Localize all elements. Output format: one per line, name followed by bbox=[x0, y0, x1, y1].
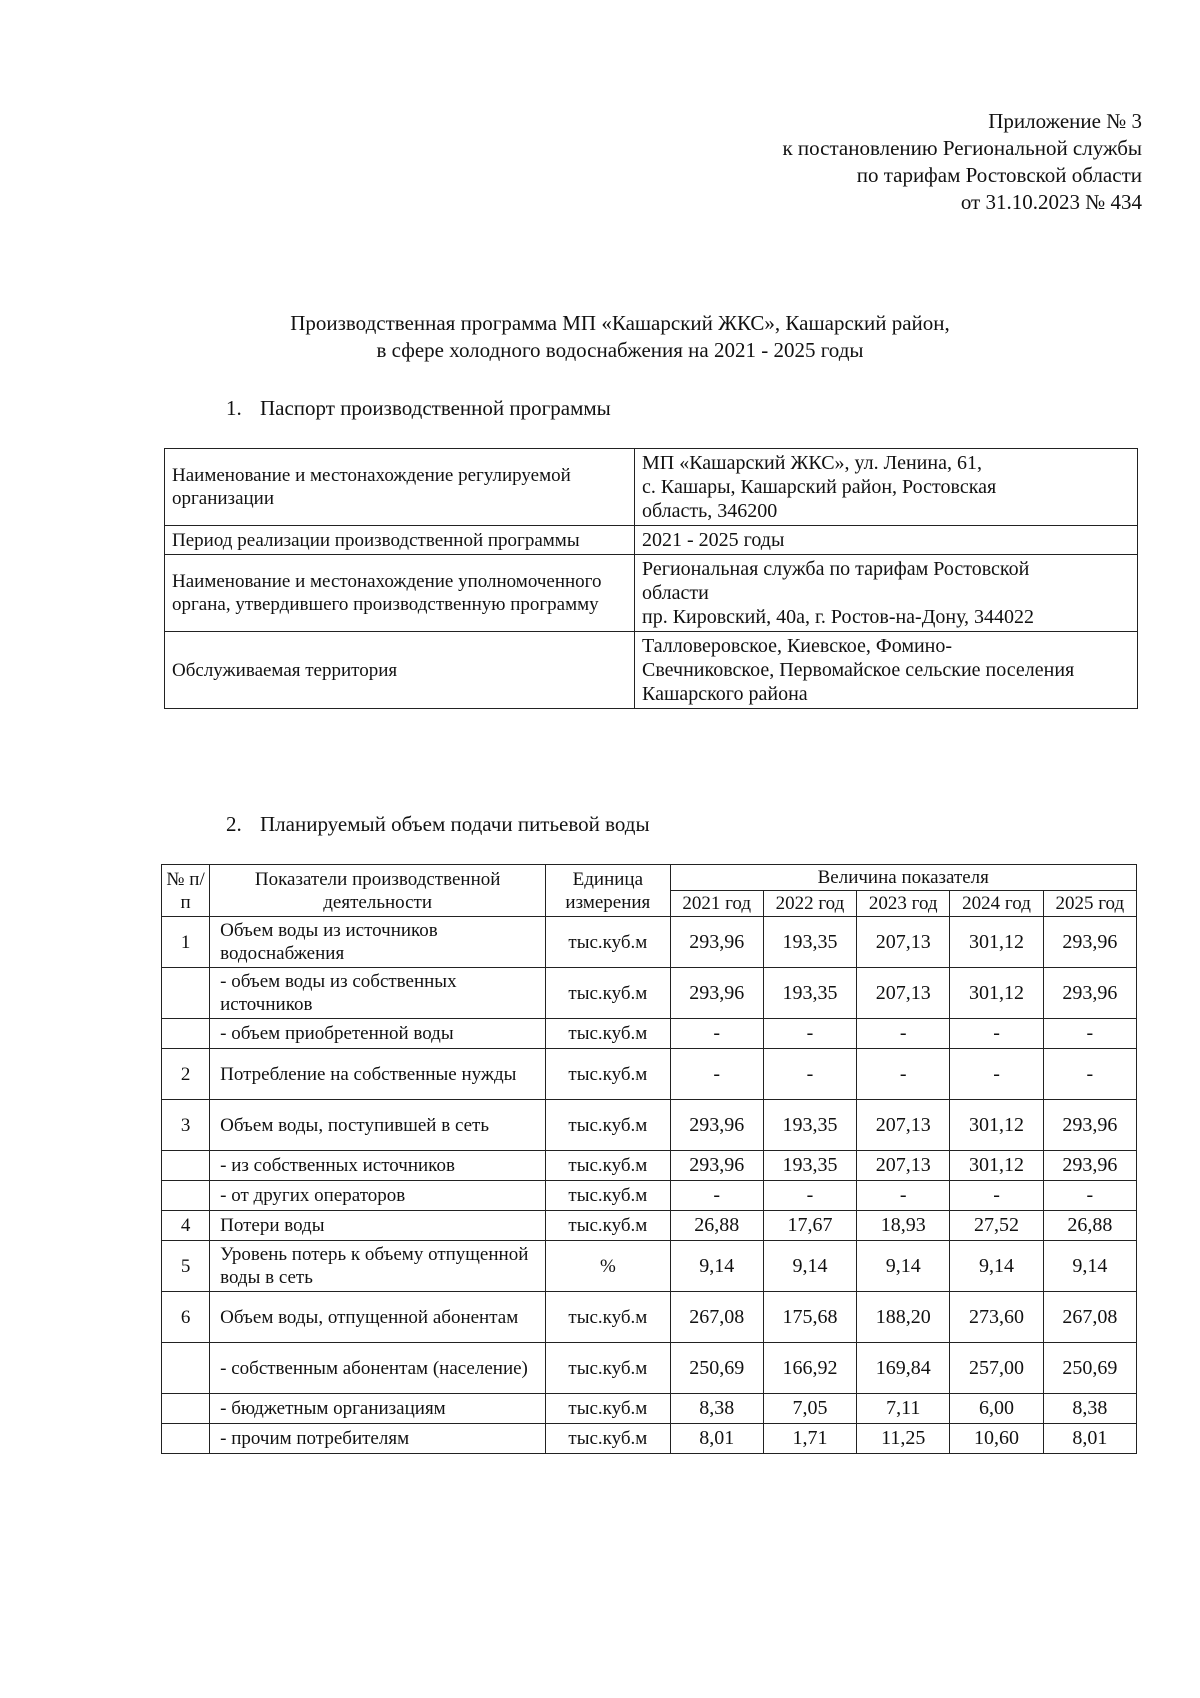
passport-value bbox=[635, 526, 1138, 555]
appendix-line: от 31.10.2023 № 434 bbox=[960, 190, 1142, 214]
table-row bbox=[162, 1211, 1137, 1241]
appendix-reference bbox=[622, 108, 1142, 216]
table-row bbox=[162, 1019, 1137, 1049]
row-value: 11,25 bbox=[857, 1424, 950, 1454]
row-value: - bbox=[763, 1049, 856, 1100]
row-unit: тыс.куб.м bbox=[546, 917, 670, 968]
row-value: - bbox=[670, 1181, 763, 1211]
row-number bbox=[162, 1019, 210, 1049]
row-value: 10,60 bbox=[950, 1424, 1043, 1454]
row-value: 273,60 bbox=[950, 1292, 1043, 1343]
document-title bbox=[200, 310, 1040, 364]
row-indicator: - от других операторов bbox=[210, 1181, 546, 1211]
row-value: - bbox=[763, 1181, 856, 1211]
table-row bbox=[162, 1100, 1137, 1151]
row-value: 293,96 bbox=[670, 1100, 763, 1151]
passport-value-line: с. Кашары, Кашарский район, Ростовская bbox=[642, 476, 997, 498]
section-title: Паспорт производственной программы bbox=[260, 396, 611, 420]
row-unit: тыс.куб.м bbox=[546, 1151, 670, 1181]
passport-value-line: области bbox=[642, 582, 709, 604]
row-value: - bbox=[1043, 1181, 1136, 1211]
table-row bbox=[162, 1394, 1137, 1424]
table-row bbox=[162, 1181, 1137, 1211]
row-value: - bbox=[857, 1049, 950, 1100]
row-value: 1,71 bbox=[763, 1424, 856, 1454]
table-row bbox=[162, 968, 1137, 1019]
row-value: 9,14 bbox=[763, 1241, 856, 1292]
row-value: 166,92 bbox=[763, 1343, 856, 1394]
row-value: 193,35 bbox=[763, 1100, 856, 1151]
column-header-year: 2022 год bbox=[763, 891, 856, 917]
passport-value bbox=[635, 632, 1138, 709]
row-number bbox=[162, 1151, 210, 1181]
title-line-2: в сфере холодного водоснабжения на 2021 - 2025 годы bbox=[376, 338, 864, 362]
row-value: 9,14 bbox=[670, 1241, 763, 1292]
passport-label: Период реализации производственной программы bbox=[165, 526, 635, 555]
row-unit: тыс.куб.м bbox=[546, 1343, 670, 1394]
table-row bbox=[162, 917, 1137, 968]
passport-label: Наименование и местонахождение регулируемой организации bbox=[165, 449, 635, 526]
row-number bbox=[162, 1181, 210, 1211]
row-unit: тыс.куб.м bbox=[546, 1049, 670, 1100]
passport-label: Обслуживаемая территория bbox=[165, 632, 635, 709]
row-value: - bbox=[950, 1049, 1043, 1100]
row-value: - bbox=[950, 1181, 1043, 1211]
row-value: 9,14 bbox=[950, 1241, 1043, 1292]
row-number: 5 bbox=[162, 1241, 210, 1292]
row-value: 17,67 bbox=[763, 1211, 856, 1241]
row-value: 188,20 bbox=[857, 1292, 950, 1343]
row-indicator: - собственным абонентам (население) bbox=[210, 1343, 546, 1394]
row-value: 26,88 bbox=[670, 1211, 763, 1241]
passport-row bbox=[165, 555, 1138, 632]
table-row bbox=[162, 1049, 1137, 1100]
row-value: - bbox=[950, 1019, 1043, 1049]
passport-value bbox=[635, 555, 1138, 632]
appendix-line: по тарифам Ростовской области bbox=[856, 163, 1142, 187]
table-row bbox=[162, 1343, 1137, 1394]
table-row bbox=[162, 1292, 1137, 1343]
row-value: 193,35 bbox=[763, 968, 856, 1019]
row-value: 9,14 bbox=[857, 1241, 950, 1292]
passport-row bbox=[165, 526, 1138, 555]
row-value: - bbox=[1043, 1049, 1136, 1100]
row-number: 6 bbox=[162, 1292, 210, 1343]
row-number: 1 bbox=[162, 917, 210, 968]
passport-value-line: Региональная служба по тарифам Ростовской bbox=[642, 558, 1030, 580]
passport-value-line: область, 346200 bbox=[642, 500, 778, 522]
passport-value-line: Свечниковское, Первомайское сельские поселения bbox=[642, 659, 1075, 681]
row-value: 7,11 bbox=[857, 1394, 950, 1424]
row-value: 250,69 bbox=[670, 1343, 763, 1394]
row-value: 250,69 bbox=[1043, 1343, 1136, 1394]
column-header-year: 2021 год bbox=[670, 891, 763, 917]
row-value: 8,38 bbox=[670, 1394, 763, 1424]
row-indicator: - из собственных источников bbox=[210, 1151, 546, 1181]
row-value: 301,12 bbox=[950, 1100, 1043, 1151]
row-number: 3 bbox=[162, 1100, 210, 1151]
row-value: 293,96 bbox=[1043, 1151, 1136, 1181]
column-header-unit: Единица измерения bbox=[546, 865, 670, 917]
row-value: 301,12 bbox=[950, 917, 1043, 968]
row-unit: тыс.куб.м bbox=[546, 1100, 670, 1151]
section-heading-passport bbox=[226, 395, 611, 422]
row-value: 8,01 bbox=[1043, 1424, 1136, 1454]
row-number: 2 bbox=[162, 1049, 210, 1100]
section-heading-water-volume bbox=[226, 811, 650, 838]
passport-label: Наименование и местонахождение уполномоченного органа, утвердившего производственную программу bbox=[165, 555, 635, 632]
title-line-1: Производственная программа МП «Кашарский ЖКС», Кашарский район, bbox=[290, 311, 950, 335]
row-value: 207,13 bbox=[857, 917, 950, 968]
row-value: 293,96 bbox=[1043, 968, 1136, 1019]
row-unit: тыс.куб.м bbox=[546, 968, 670, 1019]
row-value: 207,13 bbox=[857, 968, 950, 1019]
row-value: - bbox=[857, 1019, 950, 1049]
row-number bbox=[162, 1343, 210, 1394]
passport-row bbox=[165, 449, 1138, 526]
row-unit: тыс.куб.м bbox=[546, 1292, 670, 1343]
row-value: 207,13 bbox=[857, 1100, 950, 1151]
row-value: 8,38 bbox=[1043, 1394, 1136, 1424]
row-indicator: - объем воды из собственных источников bbox=[210, 968, 546, 1019]
passport-table bbox=[164, 448, 1138, 709]
column-header-year: 2023 год bbox=[857, 891, 950, 917]
row-indicator: Объем воды, отпущенной абонентам bbox=[210, 1292, 546, 1343]
table-row bbox=[162, 1151, 1137, 1181]
row-value: 9,14 bbox=[1043, 1241, 1136, 1292]
table-row bbox=[162, 1241, 1137, 1292]
row-value: 193,35 bbox=[763, 917, 856, 968]
appendix-line: к постановлению Региональной службы bbox=[782, 136, 1142, 160]
row-value: 169,84 bbox=[857, 1343, 950, 1394]
row-number bbox=[162, 1424, 210, 1454]
column-header-year: 2025 год bbox=[1043, 891, 1136, 917]
row-value: - bbox=[670, 1019, 763, 1049]
row-value: 175,68 bbox=[763, 1292, 856, 1343]
row-unit: тыс.куб.м bbox=[546, 1019, 670, 1049]
passport-value-line: пр. Кировский, 40а, г. Ростов-на-Дону, 344022 bbox=[642, 606, 1035, 628]
row-indicator: Объем воды из источников водоснабжения bbox=[210, 917, 546, 968]
row-unit: тыс.куб.м bbox=[546, 1181, 670, 1211]
row-value: 267,08 bbox=[1043, 1292, 1136, 1343]
row-number bbox=[162, 968, 210, 1019]
passport-row bbox=[165, 632, 1138, 709]
row-number bbox=[162, 1394, 210, 1424]
appendix-line: Приложение № 3 bbox=[988, 109, 1142, 133]
row-value: 293,96 bbox=[1043, 917, 1136, 968]
row-indicator: - бюджетным организациям bbox=[210, 1394, 546, 1424]
row-value: 257,00 bbox=[950, 1343, 1043, 1394]
row-value: 27,52 bbox=[950, 1211, 1043, 1241]
passport-value bbox=[635, 449, 1138, 526]
row-value: 301,12 bbox=[950, 968, 1043, 1019]
column-header-year: 2024 год bbox=[950, 891, 1043, 917]
section-number: 1. bbox=[226, 396, 242, 420]
row-value: 207,13 bbox=[857, 1151, 950, 1181]
row-value: 7,05 bbox=[763, 1394, 856, 1424]
row-indicator: Потребление на собственные нужды bbox=[210, 1049, 546, 1100]
row-unit: тыс.куб.м bbox=[546, 1424, 670, 1454]
row-value: 193,35 bbox=[763, 1151, 856, 1181]
row-indicator: - объем приобретенной воды bbox=[210, 1019, 546, 1049]
passport-value-line: 2021 - 2025 годы bbox=[642, 529, 785, 551]
passport-value-line: Кашарского района bbox=[642, 683, 808, 705]
column-header-value: Величина показателя bbox=[670, 865, 1136, 891]
section-title: Планируемый объем подачи питьевой воды bbox=[260, 812, 650, 836]
row-value: - bbox=[670, 1049, 763, 1100]
row-indicator: Потери воды bbox=[210, 1211, 546, 1241]
row-value: - bbox=[857, 1181, 950, 1211]
table-row bbox=[162, 1424, 1137, 1454]
column-header-number: № п/ п bbox=[162, 865, 210, 917]
row-indicator: - прочим потребителям bbox=[210, 1424, 546, 1454]
row-indicator: Уровень потерь к объему отпущенной воды в сеть bbox=[210, 1241, 546, 1292]
row-unit: тыс.куб.м bbox=[546, 1211, 670, 1241]
water-volume-table bbox=[161, 864, 1137, 1454]
row-indicator: Объем воды, поступившей в сеть bbox=[210, 1100, 546, 1151]
row-value: 18,93 bbox=[857, 1211, 950, 1241]
row-number: 4 bbox=[162, 1211, 210, 1241]
row-unit: тыс.куб.м bbox=[546, 1394, 670, 1424]
row-value: - bbox=[1043, 1019, 1136, 1049]
row-value: 267,08 bbox=[670, 1292, 763, 1343]
row-value: 6,00 bbox=[950, 1394, 1043, 1424]
row-unit: % bbox=[546, 1241, 670, 1292]
row-value: 293,96 bbox=[670, 1151, 763, 1181]
row-value: 293,96 bbox=[670, 917, 763, 968]
passport-value-line: Талловеровское, Киевское, Фомино- bbox=[642, 635, 953, 657]
row-value: 26,88 bbox=[1043, 1211, 1136, 1241]
row-value: 301,12 bbox=[950, 1151, 1043, 1181]
section-number: 2. bbox=[226, 812, 242, 836]
row-value: 293,96 bbox=[1043, 1100, 1136, 1151]
passport-value-line: МП «Кашарский ЖКС», ул. Ленина, 61, bbox=[642, 452, 982, 474]
row-value: - bbox=[763, 1019, 856, 1049]
row-value: 293,96 bbox=[670, 968, 763, 1019]
row-value: 8,01 bbox=[670, 1424, 763, 1454]
column-header-indicator: Показатели производственной деятельности bbox=[210, 865, 546, 917]
